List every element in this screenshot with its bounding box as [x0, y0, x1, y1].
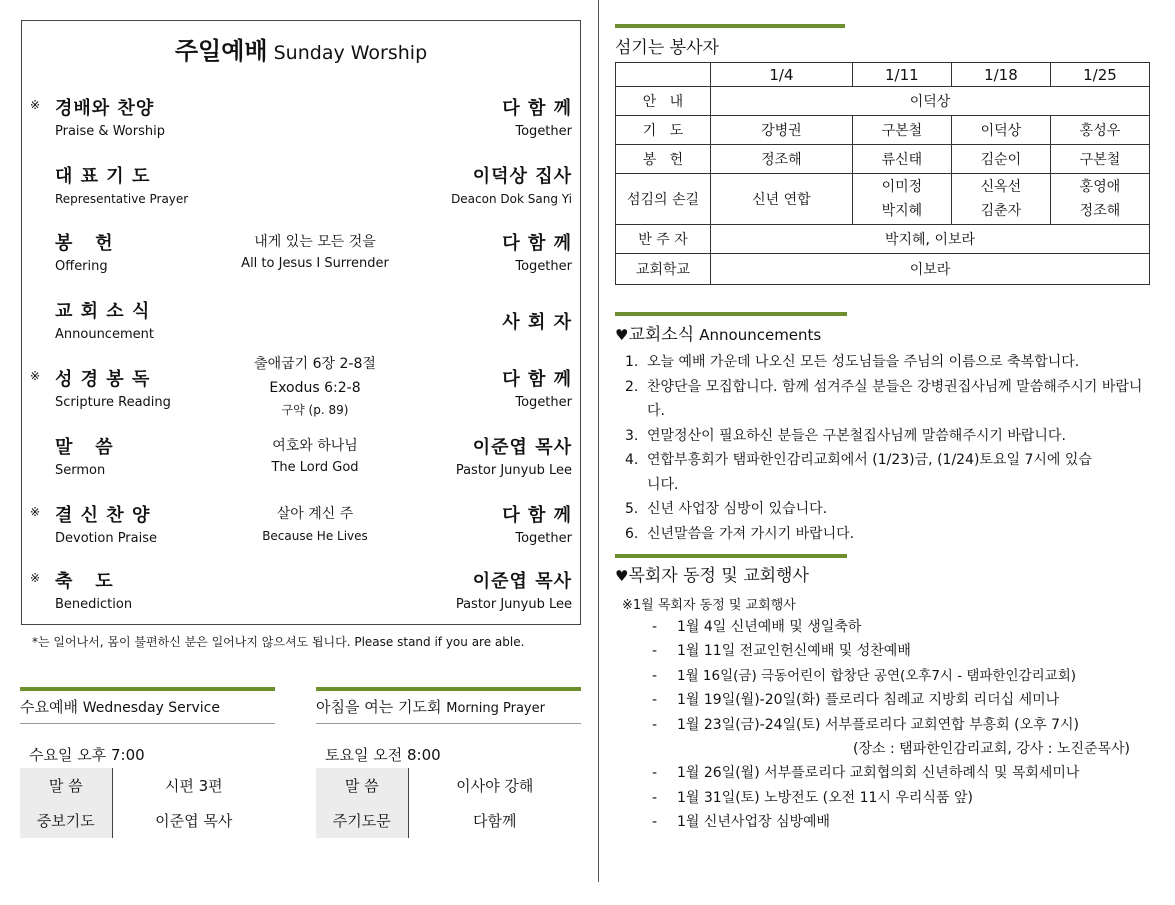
- cell: 정조해: [711, 145, 853, 174]
- event-text: 1월 신년사업장 심방예배: [677, 814, 831, 831]
- list-item: [652, 713, 1152, 737]
- sermon-title-en: The Lord God: [271, 460, 359, 475]
- order-hymn-en: All to Jesus I Surrender: [241, 256, 389, 271]
- order-name-ko: 대 표 기 도: [55, 166, 151, 187]
- row-label: 반 주 자: [616, 225, 711, 254]
- order-name-en: Offering: [55, 259, 108, 274]
- order-leader-en: Together: [515, 259, 572, 274]
- list-item-continued: [652, 737, 1152, 761]
- dash: -: [652, 814, 658, 831]
- row-label: 기 도: [616, 116, 711, 145]
- order-leader-en: Together: [515, 395, 572, 410]
- cell: [852, 174, 951, 225]
- order-item-sermon: [22, 433, 580, 493]
- list-item: [652, 615, 1152, 639]
- dash: -: [652, 692, 658, 709]
- cell: 홍성우: [1050, 116, 1149, 145]
- order-name-en: Praise & Worship: [55, 124, 165, 139]
- morning-title-en: Morning Prayer: [446, 701, 545, 716]
- dash: -: [652, 716, 658, 733]
- list-item: [625, 522, 1155, 547]
- header-empty: [616, 63, 711, 87]
- stand-mark: ※: [30, 505, 41, 519]
- order-leader-ko: 다 함 께: [502, 233, 572, 254]
- stand-mark: ※: [30, 369, 41, 383]
- list-item: [652, 810, 1152, 834]
- table-row: [316, 803, 581, 838]
- heart-icon: ♥: [615, 567, 629, 585]
- event-text: 1월 31일(토) 노방전도 (오전 11시 우리식품 앞): [677, 789, 973, 806]
- wednesday-title: [20, 696, 275, 717]
- row-value: 이준엽 목사: [155, 812, 233, 830]
- order-leader-ko: 이덕상 집사: [472, 166, 572, 187]
- table-row: [20, 768, 275, 803]
- row-value: 다함께: [473, 812, 517, 830]
- morning-title: [316, 696, 581, 717]
- cell: [1050, 174, 1149, 225]
- wednesday-table: [20, 768, 275, 838]
- wednesday-time: 수요일 오후 7:00: [29, 746, 145, 764]
- devotion-hymn-en: Because He Lives: [262, 529, 368, 543]
- scripture-ref-ko: 출애굽기 6장 2-8절: [254, 356, 376, 372]
- row-label: 주기도문: [316, 803, 408, 838]
- item-number: 1.: [625, 354, 639, 370]
- item-number: 2.: [625, 378, 639, 395]
- cell: 신년 연합: [711, 174, 853, 225]
- dash: -: [652, 765, 658, 782]
- cell-line: 신옥선: [980, 179, 1022, 195]
- row-value: 이사야 강해: [456, 777, 534, 795]
- announcement-list: [625, 350, 1155, 546]
- volunteers-title: 섬기는 봉사자: [615, 38, 719, 58]
- cell: 김순이: [951, 145, 1050, 174]
- order-name-en: Benediction: [55, 597, 133, 612]
- table-row-serving: [616, 174, 1150, 225]
- date-header: 1/4: [711, 63, 853, 87]
- worship-title: [22, 31, 580, 66]
- order-item-offering: [22, 229, 580, 289]
- order-name-en: Devotion Praise: [55, 531, 157, 546]
- column-divider: [598, 0, 599, 882]
- morning-prayer: [316, 687, 581, 838]
- date-header: 1/25: [1050, 63, 1149, 87]
- list-item: [625, 497, 1155, 522]
- dash: -: [652, 643, 658, 660]
- table-row-prayer: [616, 116, 1150, 145]
- order-leader-en: Pastor Junyub Lee: [455, 463, 572, 478]
- order-leader-ko: 다 함 께: [502, 505, 572, 526]
- list-item: [652, 761, 1152, 785]
- order-name-ko: 축 도: [55, 571, 114, 592]
- worship-title-ko: 주일예배: [174, 37, 268, 65]
- row-label: 봉 헌: [616, 145, 711, 174]
- cell-line: 김춘자: [980, 203, 1022, 219]
- row-label: 말 씀: [20, 768, 112, 803]
- row-label: 중보기도: [20, 803, 112, 838]
- section-bar: [615, 554, 847, 558]
- date-header: 1/18: [951, 63, 1050, 87]
- list-item: [625, 448, 1155, 497]
- list-item: [652, 786, 1152, 810]
- order-name-en: Scripture Reading: [55, 395, 171, 410]
- stand-mark: ※: [30, 98, 41, 112]
- cell: 류신태: [852, 145, 951, 174]
- event-text: 1월 26일(월) 서부플로리다 교회협의회 신년하례식 및 목회세미나: [677, 765, 1080, 782]
- order-leader-ko: 다 함 께: [502, 98, 572, 119]
- order-name-ko: 말 씀: [55, 437, 114, 458]
- order-name-ko: 봉 헌: [55, 233, 114, 254]
- order-item-praise: [22, 94, 580, 154]
- row-label: 말 씀: [316, 768, 408, 803]
- order-name-en: Representative Prayer: [55, 192, 189, 206]
- devotion-hymn-ko: 살아 계신 주: [276, 506, 354, 522]
- cell-line: 홍영애: [1079, 179, 1121, 195]
- row-label: 섬김의 손길: [616, 174, 711, 225]
- wednesday-title-en: Wednesday Service: [82, 700, 220, 716]
- table-row-usher: [616, 87, 1150, 116]
- table-row-school: [616, 254, 1150, 285]
- row-value: 이보라: [711, 254, 1150, 285]
- item-number: 3.: [625, 427, 639, 444]
- order-name-en: Announcement: [55, 327, 154, 342]
- divider: [20, 723, 275, 724]
- table-header-row: [616, 63, 1150, 87]
- item-number: 5.: [625, 501, 639, 517]
- morning-title-ko: 아침을 여는 기도회: [316, 698, 442, 716]
- list-item: [652, 688, 1152, 712]
- order-leader-ko: 다 함 께: [502, 369, 572, 390]
- order-leader-ko: 사 회 자: [502, 312, 572, 333]
- order-leader-en: Together: [515, 531, 572, 546]
- cell-line: 박지혜: [881, 203, 923, 219]
- announcements-title-ko: 교회소식: [628, 325, 695, 345]
- wednesday-title-ko: 수요예배: [20, 698, 78, 716]
- order-item-devotion: [22, 501, 580, 561]
- section-bar: [20, 687, 275, 691]
- cell: 구본철: [1050, 145, 1149, 174]
- section-bar: [615, 24, 845, 28]
- scripture-ref-en: Exodus 6:2-8: [269, 380, 361, 396]
- event-list: [652, 615, 1152, 835]
- announcements-title: [615, 320, 821, 345]
- order-item-scripture: [22, 356, 580, 425]
- row-value: 시편 3편: [164, 777, 223, 795]
- order-name-ko: 경배와 찬양: [55, 98, 155, 119]
- stand-mark: ※: [30, 571, 41, 585]
- order-item-prayer: [22, 162, 580, 222]
- list-item: [625, 424, 1155, 449]
- cell: 이덕상: [951, 116, 1050, 145]
- table-row: [20, 803, 275, 838]
- list-item: [625, 350, 1155, 375]
- cell: [951, 174, 1050, 225]
- event-text: (장소 : 탬파한인감리교회, 강사 : 노진준목사): [853, 741, 1130, 758]
- row-value: 박지혜, 이보라: [711, 225, 1150, 254]
- table-row-offering: [616, 145, 1150, 174]
- item-number: 6.: [625, 525, 639, 542]
- order-leader-ko: 이준엽 목사: [472, 437, 572, 458]
- item-text: 연합부흥회가 탬파한인감리교회에서 (1/23)금, (1/24)토요일 7시에 있습니다.: [647, 452, 1092, 493]
- row-label: 안 내: [616, 87, 711, 116]
- morning-time: 토요일 오전 8:00: [325, 746, 441, 764]
- order-item-benediction: [22, 567, 580, 627]
- heart-icon: ♥: [615, 326, 629, 344]
- pastor-news-title: [615, 561, 809, 586]
- list-item: [652, 639, 1152, 663]
- order-leader-en: Together: [515, 124, 572, 139]
- dash: -: [652, 619, 658, 635]
- event-text: 1월 23일(금)-24일(토) 서부플로리다 교회연합 부흥회 (오후 7시): [677, 716, 1079, 733]
- order-name-en: Sermon: [55, 463, 106, 478]
- cell-line: 정조해: [1079, 203, 1121, 219]
- worship-title-en: Sunday Worship: [273, 42, 428, 64]
- cell-line: 이미정: [881, 179, 923, 195]
- order-item-announcement: [22, 297, 580, 357]
- cell: 강병권: [711, 116, 853, 145]
- event-text: 1월 4일 신년예배 및 생일축하: [677, 619, 862, 635]
- sermon-title-ko: 여호와 하나님: [272, 438, 358, 454]
- item-text: 연말정산이 필요하신 분들은 구본철집사님께 말씀해주시기 바랍니다.: [647, 427, 1066, 444]
- list-item: [625, 375, 1155, 424]
- dash: -: [652, 667, 658, 684]
- date-header: 1/11: [852, 63, 951, 87]
- volunteers-table: [615, 62, 1150, 285]
- event-text: 1월 16일(금) 극동어린이 합창단 공연(오후7시 - 탬파한인감리교회): [677, 667, 1077, 684]
- section-bar: [316, 687, 581, 691]
- order-leader-ko: 이준엽 목사: [472, 571, 572, 592]
- item-text: 신년말씀을 가져 가시기 바랍니다.: [647, 525, 855, 542]
- pastor-news-title-text: 목회자 동정 및 교회행사: [628, 566, 809, 586]
- dash: -: [652, 789, 658, 806]
- morning-table: [316, 768, 581, 838]
- announcements-title-en: Announcements: [699, 326, 822, 344]
- sunday-worship-order: [21, 20, 581, 625]
- order-leader-en: Deacon Dok Sang Yi: [451, 192, 572, 206]
- row-label: 교회학교: [616, 254, 711, 285]
- event-text: 1월 11일 전교인헌신예배 및 성찬예배: [677, 643, 911, 660]
- table-row: [316, 768, 581, 803]
- order-leader-en: Pastor Junyub Lee: [455, 597, 572, 612]
- pastor-news-subtitle: ※1월 목회자 동정 및 교회행사: [622, 598, 796, 613]
- order-name-ko: 성 경 봉 독: [55, 369, 151, 390]
- item-text: 오늘 예배 가운데 나오신 모든 성도님들을 주님의 이름으로 축복합니다.: [647, 354, 1080, 370]
- item-number: 4.: [625, 452, 639, 468]
- table-row-accompanist: [616, 225, 1150, 254]
- section-bar: [615, 312, 847, 316]
- divider: [316, 723, 581, 724]
- wednesday-service: [20, 687, 275, 838]
- row-value: 이덕상: [711, 87, 1150, 116]
- scripture-page: 구약 (p. 89): [281, 403, 349, 417]
- list-item: [652, 664, 1152, 688]
- stand-note: *는 일어나서, 몸이 불편하신 분은 일어나지 않으셔도 됩니다. Please stand if you are able.: [32, 635, 525, 649]
- cell: 구본철: [852, 116, 951, 145]
- order-name-ko: 결 신 찬 양: [55, 505, 151, 526]
- event-text: 1월 19일(월)-20일(화) 플로리다 침례교 지방회 리더십 세미나: [677, 692, 1060, 709]
- item-text: 찬양단을 모집합니다. 함께 섬겨주실 분들은 강병권집사님께 말씀해주시기 바랍니다.: [647, 378, 1143, 419]
- order-hymn-ko: 내게 있는 모든 것을: [254, 234, 376, 250]
- item-text: 신년 사업장 심방이 있습니다.: [647, 501, 828, 517]
- order-name-ko: 교 회 소 식: [55, 301, 151, 322]
